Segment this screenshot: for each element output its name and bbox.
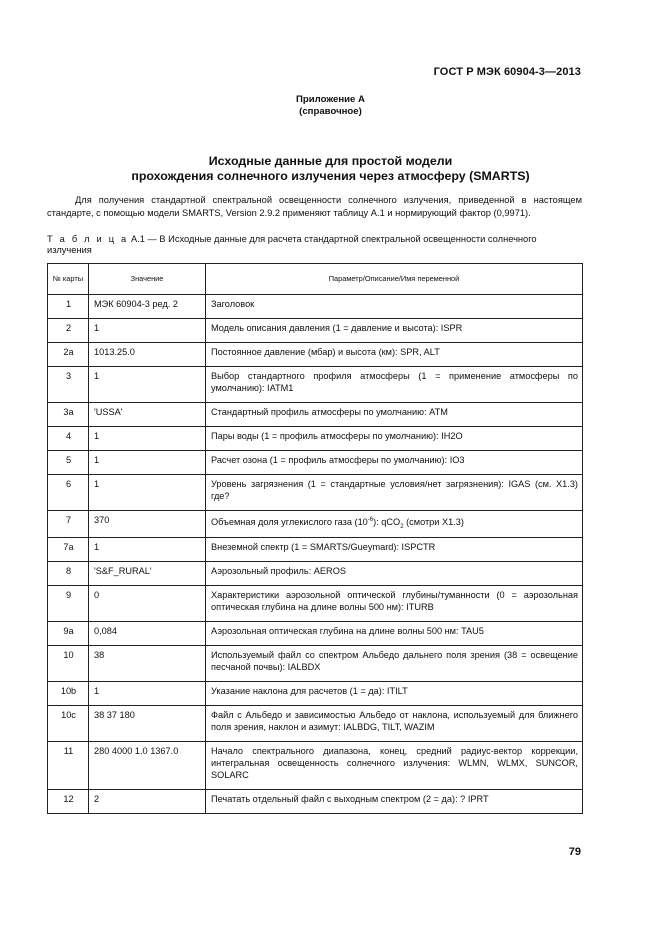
input-data-table	[47, 263, 583, 814]
parameter-cell: Пары воды (1 = профиль атмосферы по умолчанию): IH2O	[206, 427, 583, 451]
param-text-c: (смотри X1.3)	[403, 517, 464, 528]
value-cell: 0,084	[89, 621, 206, 645]
table-row	[48, 343, 583, 367]
table-row	[48, 561, 583, 585]
card-number: 5	[48, 451, 89, 475]
value-cell: 370	[89, 511, 206, 538]
card-number: 2	[48, 319, 89, 343]
table-row	[48, 475, 583, 511]
table-row	[48, 645, 583, 681]
parameter-cell: Выбор стандартного профиля атмосферы (1 = применение атмосферы по умолчанию): IATM1	[206, 367, 583, 403]
table-row	[48, 621, 583, 645]
table-caption	[47, 234, 582, 256]
table-caption-text: А.1 — В Исходные данные для расчета стандартной спектральной освещенности солнечного излучения	[47, 234, 537, 255]
header-parameter: Параметр/Описание/Имя переменной	[206, 264, 583, 295]
table-row	[48, 585, 583, 621]
param-text-a: Объемная доля углекислого газа (10	[211, 517, 368, 528]
card-number: 10	[48, 645, 89, 681]
parameter-cell: Печатать отдельный файл с выходным спектром (2 = да): ? IPRT	[206, 789, 583, 813]
card-number: 10c	[48, 705, 89, 741]
parameter-cell: Модель описания давления (1 = давление и высота): ISPR	[206, 319, 583, 343]
parameter-cell: Аэрозольный профиль: AEROS	[206, 561, 583, 585]
parameter-cell: Уровень загрязнения (1 = стандартные условия/нет загрязнения): IGAS (см. Х1.3) где?	[206, 475, 583, 511]
parameter-cell	[206, 511, 583, 538]
table-row	[48, 451, 583, 475]
parameter-cell: Характеристики аэрозольной оптической глубины/туманности (0 = аэрозольная оптическая глубина на длине волны 500 нм): ITURB	[206, 585, 583, 621]
table-row	[48, 403, 583, 427]
page-number: 79	[568, 846, 581, 858]
value-cell: 1013.25.0	[89, 343, 206, 367]
card-number: 7	[48, 511, 89, 538]
value-cell: 1	[89, 681, 206, 705]
value-cell: 0	[89, 585, 206, 621]
card-number: 7a	[48, 537, 89, 561]
value-cell: 'S&F_RURAL'	[89, 561, 206, 585]
value-cell: 38 37 180	[89, 705, 206, 741]
table-row	[48, 789, 583, 813]
param-text-b: ): qCO	[373, 517, 401, 528]
card-number: 9a	[48, 621, 89, 645]
title-line-2: прохождения солнечного излучения через атмосферу (SMARTS)	[131, 169, 530, 183]
value-cell: 1	[89, 451, 206, 475]
value-cell: 2	[89, 789, 206, 813]
table-caption-prefix: Т а б л и ц а	[47, 234, 129, 244]
value-cell: 1	[89, 319, 206, 343]
parameter-cell: Расчет озона (1 = профиль атмосферы по умолчанию): IO3	[206, 451, 583, 475]
card-number: 4	[48, 427, 89, 451]
intro-paragraph: Для получения стандартной спектральной освещенности солнечного излучения, приведенной в настоящем стандарте, с помощью модели SMARTS, Version 2.9.2 применяют таблицу А.1 и нормирующий фактор (0,9971).	[47, 195, 582, 218]
appendix-label: Приложение А	[296, 94, 365, 105]
table-row	[48, 511, 583, 538]
card-number: 9	[48, 585, 89, 621]
page-title	[0, 154, 661, 184]
parameter-cell: Аэрозольная оптическая глубина на длине волны 500 нм: TAU5	[206, 621, 583, 645]
title-line-1: Исходные данные для простой модели	[208, 154, 453, 168]
card-number: 6	[48, 475, 89, 511]
param-subscript: 2	[400, 523, 404, 530]
card-number: 12	[48, 789, 89, 813]
parameter-cell: Внеземной спектр (1 = SMARTS/Gueymard): ISPCTR	[206, 537, 583, 561]
table-row	[48, 681, 583, 705]
parameter-cell: Файл с Альбедо и зависимостью Альбедо от наклона, используемый для ближнего поля зрения, наклон и азимут: IALBDG, TILT, WAZIM	[206, 705, 583, 741]
value-cell: 38	[89, 645, 206, 681]
table-row	[48, 295, 583, 319]
header-card-number: № карты	[48, 264, 89, 295]
card-number: 8	[48, 561, 89, 585]
card-number: 2a	[48, 343, 89, 367]
parameter-cell: Указание наклона для расчетов (1 = да): ITILT	[206, 681, 583, 705]
table-header-row	[48, 264, 583, 295]
value-cell: 1	[89, 367, 206, 403]
card-number: 3a	[48, 403, 89, 427]
value-cell: МЭК 60904-3 ред. 2	[89, 295, 206, 319]
card-number: 1	[48, 295, 89, 319]
parameter-cell: Начало спектрального диапазона, конец, средний радиус-вектор коррекции, интегральная освещенность солнечного излучения: WLMN, WLMX, SUNCOR, SOLARC	[206, 741, 583, 789]
table-row	[48, 741, 583, 789]
value-cell: 'USSA'	[89, 403, 206, 427]
parameter-cell: Используемый файл со спектром Альбедо дальнего поля зрения (38 = освещение песчаной почвы): IALBDX	[206, 645, 583, 681]
table-row	[48, 367, 583, 403]
value-cell: 280 4000 1.0 1367.0	[89, 741, 206, 789]
table-row	[48, 427, 583, 451]
parameter-cell: Стандартный профиль атмосферы по умолчанию: ATM	[206, 403, 583, 427]
card-number: 11	[48, 741, 89, 789]
appendix-heading	[0, 94, 661, 118]
table-row	[48, 705, 583, 741]
value-cell: 1	[89, 537, 206, 561]
table-row	[48, 319, 583, 343]
card-number: 3	[48, 367, 89, 403]
card-number: 10b	[48, 681, 89, 705]
parameter-cell: Заголовок	[206, 295, 583, 319]
table-row	[48, 537, 583, 561]
parameter-cell: Постоянное давление (мбар) и высота (км): SPR, ALT	[206, 343, 583, 367]
value-cell: 1	[89, 427, 206, 451]
value-cell: 1	[89, 475, 206, 511]
param-superscript: -6	[367, 517, 374, 523]
header-value: Значение	[89, 264, 206, 295]
standard-designation: ГОСТ Р МЭК 60904-3—2013	[433, 66, 581, 78]
appendix-type: (справочное)	[299, 106, 362, 117]
